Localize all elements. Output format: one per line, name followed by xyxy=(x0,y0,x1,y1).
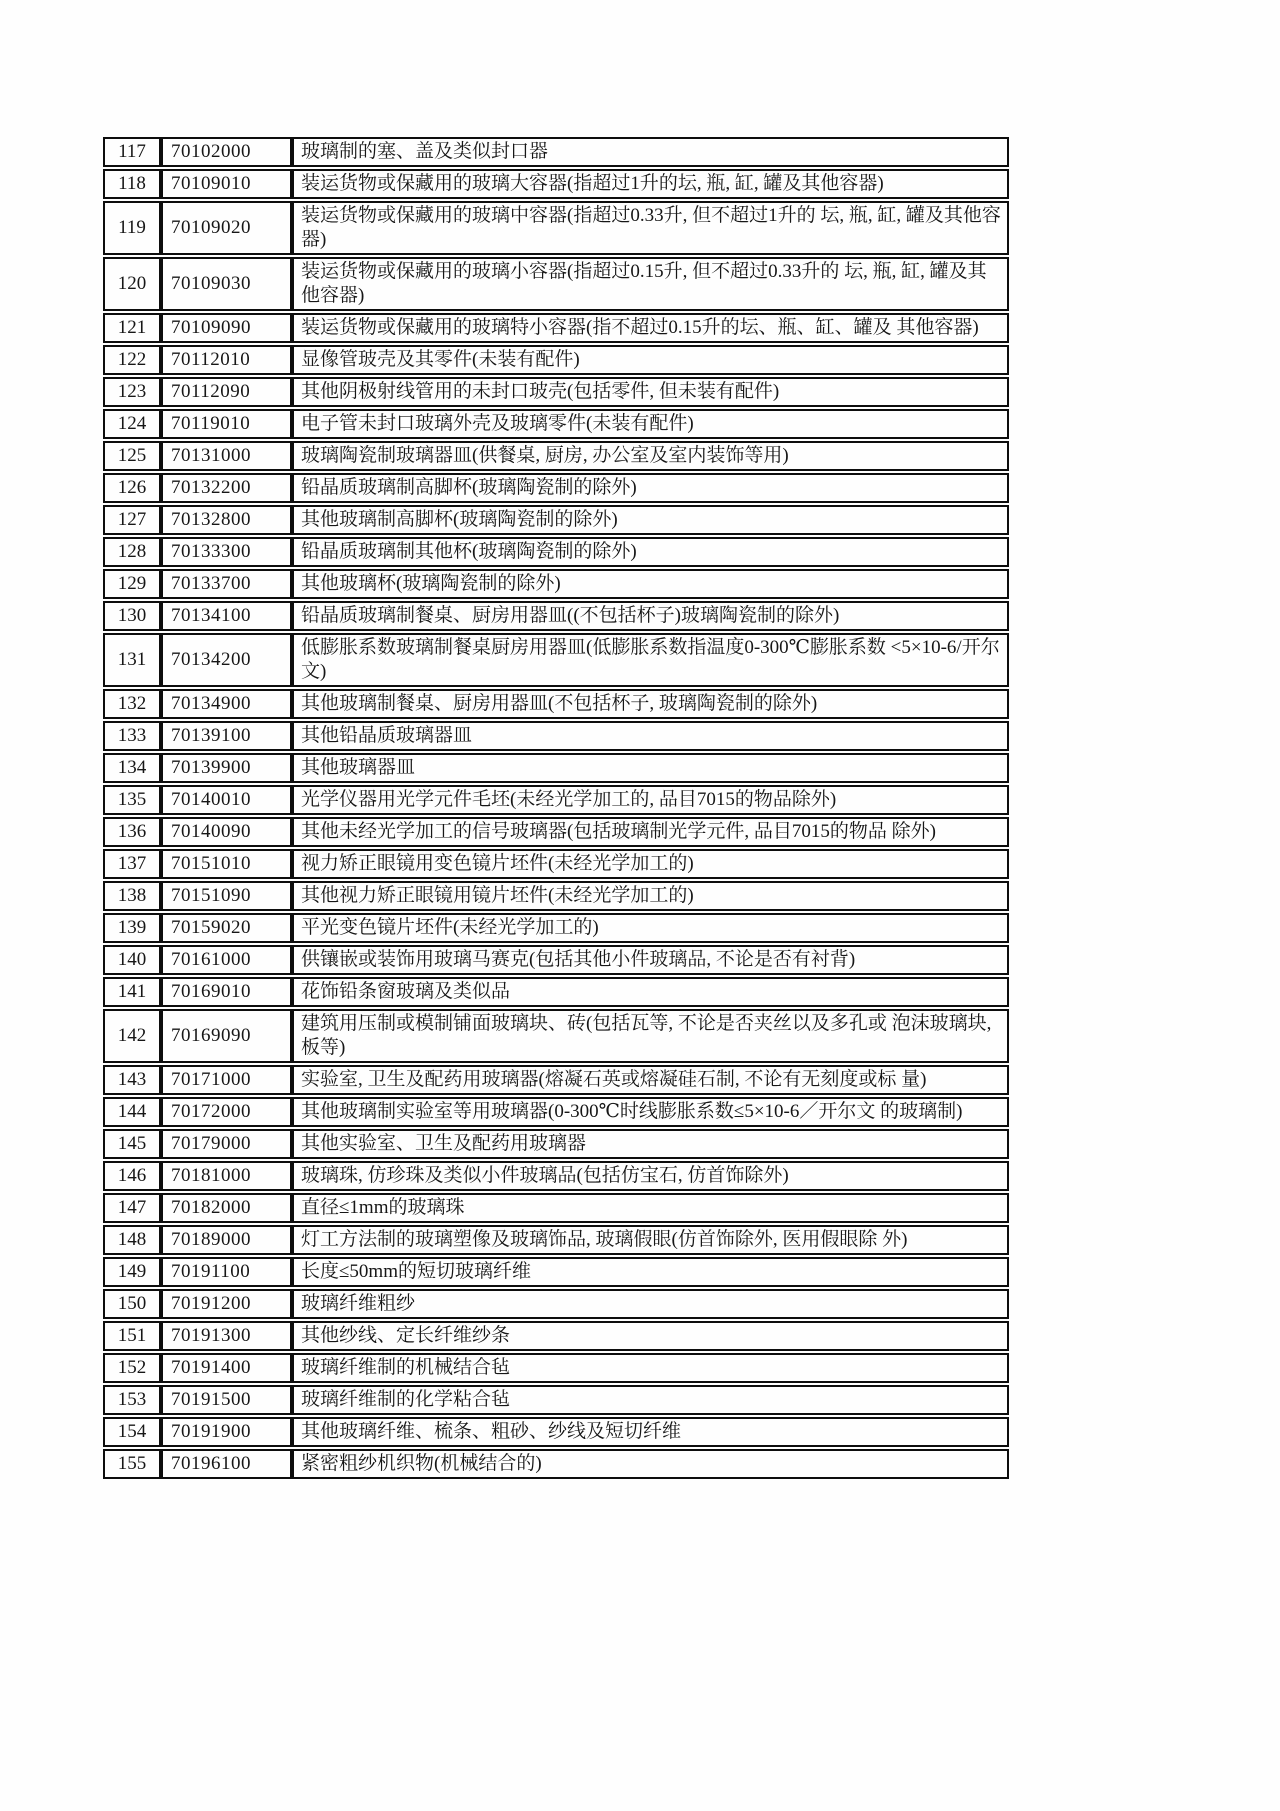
table-row xyxy=(103,1417,1009,1447)
table-row xyxy=(103,1009,1009,1063)
table-row xyxy=(103,169,1009,199)
hs-code-table xyxy=(103,135,1009,1481)
row-number-cell: 152 xyxy=(103,1353,161,1383)
hs-code-cell: 70119010 xyxy=(161,409,292,439)
description-cell: 其他实验室、卫生及配药用玻璃器 xyxy=(292,1129,1009,1159)
row-number-cell: 139 xyxy=(103,913,161,943)
hs-code-cell: 70189000 xyxy=(161,1225,292,1255)
row-number-cell: 117 xyxy=(103,137,161,167)
hs-code-cell: 70134200 xyxy=(161,633,292,687)
description-cell: 长度≤50mm的短切玻璃纤维 xyxy=(292,1257,1009,1287)
table-row xyxy=(103,721,1009,751)
table-row xyxy=(103,1161,1009,1191)
row-number-cell: 134 xyxy=(103,753,161,783)
hs-code-cell: 70169090 xyxy=(161,1009,292,1063)
table-row xyxy=(103,1193,1009,1223)
table-row xyxy=(103,257,1009,311)
row-number-cell: 126 xyxy=(103,473,161,503)
table-row xyxy=(103,785,1009,815)
hs-code-cell: 70172000 xyxy=(161,1097,292,1127)
row-number-cell: 147 xyxy=(103,1193,161,1223)
table-row xyxy=(103,537,1009,567)
description-cell: 其他玻璃制实验室等用玻璃器(0-300℃时线膨胀系数≤5×10-6／开尔文 的玻璃制) xyxy=(292,1097,1009,1127)
row-number-cell: 118 xyxy=(103,169,161,199)
hs-code-cell: 70132200 xyxy=(161,473,292,503)
hs-code-cell: 70191200 xyxy=(161,1289,292,1319)
description-cell: 光学仪器用光学元件毛坯(未经光学加工的, 品目7015的物品除外) xyxy=(292,785,1009,815)
row-number-cell: 146 xyxy=(103,1161,161,1191)
hs-code-cell: 70131000 xyxy=(161,441,292,471)
row-number-cell: 150 xyxy=(103,1289,161,1319)
description-cell: 其他玻璃制高脚杯(玻璃陶瓷制的除外) xyxy=(292,505,1009,535)
hs-code-cell: 70191500 xyxy=(161,1385,292,1415)
hs-code-table-body xyxy=(103,137,1009,1479)
row-number-cell: 137 xyxy=(103,849,161,879)
description-cell: 其他铅晶质玻璃器皿 xyxy=(292,721,1009,751)
hs-code-cell: 70171000 xyxy=(161,1065,292,1095)
row-number-cell: 123 xyxy=(103,377,161,407)
description-cell: 玻璃制的塞、盖及类似封口器 xyxy=(292,137,1009,167)
hs-code-cell: 70112010 xyxy=(161,345,292,375)
hs-code-cell: 70191300 xyxy=(161,1321,292,1351)
hs-code-cell: 70133300 xyxy=(161,537,292,567)
description-cell: 花饰铅条窗玻璃及类似品 xyxy=(292,977,1009,1007)
hs-code-cell: 70109090 xyxy=(161,313,292,343)
description-cell: 其他纱线、定长纤维纱条 xyxy=(292,1321,1009,1351)
description-cell: 其他未经光学加工的信号玻璃器(包括玻璃制光学元件, 品目7015的物品 除外) xyxy=(292,817,1009,847)
row-number-cell: 129 xyxy=(103,569,161,599)
hs-code-cell: 70196100 xyxy=(161,1449,292,1479)
row-number-cell: 149 xyxy=(103,1257,161,1287)
description-cell: 实验室, 卫生及配药用玻璃器(熔凝石英或熔凝硅石制, 不论有无刻度或标 量) xyxy=(292,1065,1009,1095)
table-row xyxy=(103,1289,1009,1319)
row-number-cell: 122 xyxy=(103,345,161,375)
table-row xyxy=(103,945,1009,975)
description-cell: 铅晶质玻璃制高脚杯(玻璃陶瓷制的除外) xyxy=(292,473,1009,503)
row-number-cell: 141 xyxy=(103,977,161,1007)
description-cell: 建筑用压制或模制铺面玻璃块、砖(包括瓦等, 不论是否夹丝以及多孔或 泡沫玻璃块, 板等) xyxy=(292,1009,1009,1063)
row-number-cell: 155 xyxy=(103,1449,161,1479)
row-number-cell: 130 xyxy=(103,601,161,631)
description-cell: 其他视力矫正眼镜用镜片坯件(未经光学加工的) xyxy=(292,881,1009,911)
row-number-cell: 133 xyxy=(103,721,161,751)
hs-code-cell: 70140010 xyxy=(161,785,292,815)
table-row xyxy=(103,1449,1009,1479)
hs-code-cell: 70139100 xyxy=(161,721,292,751)
hs-code-cell: 70191900 xyxy=(161,1417,292,1447)
table-row xyxy=(103,1097,1009,1127)
row-number-cell: 142 xyxy=(103,1009,161,1063)
row-number-cell: 140 xyxy=(103,945,161,975)
table-row xyxy=(103,1225,1009,1255)
row-number-cell: 145 xyxy=(103,1129,161,1159)
hs-code-cell: 70191100 xyxy=(161,1257,292,1287)
description-cell: 显像管玻壳及其零件(未装有配件) xyxy=(292,345,1009,375)
description-cell: 其他玻璃器皿 xyxy=(292,753,1009,783)
description-cell: 玻璃珠, 仿珍珠及类似小件玻璃品(包括仿宝石, 仿首饰除外) xyxy=(292,1161,1009,1191)
description-cell: 视力矫正眼镜用变色镜片坯件(未经光学加工的) xyxy=(292,849,1009,879)
description-cell: 铅晶质玻璃制餐桌、厨房用器皿((不包括杯子)玻璃陶瓷制的除外) xyxy=(292,601,1009,631)
description-cell: 装运货物或保藏用的玻璃小容器(指超过0.15升, 但不超过0.33升的 坛, 瓶, 缸, 罐及其他容器) xyxy=(292,257,1009,311)
row-number-cell: 121 xyxy=(103,313,161,343)
row-number-cell: 128 xyxy=(103,537,161,567)
table-row xyxy=(103,817,1009,847)
row-number-cell: 131 xyxy=(103,633,161,687)
description-cell: 平光变色镜片坯件(未经光学加工的) xyxy=(292,913,1009,943)
description-cell: 低膨胀系数玻璃制餐桌厨房用器皿(低膨胀系数指温度0-300℃膨胀系数 <5×10-6/开尔文) xyxy=(292,633,1009,687)
table-row xyxy=(103,473,1009,503)
hs-code-cell: 70134100 xyxy=(161,601,292,631)
hs-code-cell: 70151010 xyxy=(161,849,292,879)
description-cell: 其他玻璃杯(玻璃陶瓷制的除外) xyxy=(292,569,1009,599)
row-number-cell: 138 xyxy=(103,881,161,911)
table-row xyxy=(103,849,1009,879)
hs-code-cell: 70151090 xyxy=(161,881,292,911)
table-row xyxy=(103,1065,1009,1095)
table-row xyxy=(103,1129,1009,1159)
description-cell: 其他玻璃纤维、梳条、粗砂、纱线及短切纤维 xyxy=(292,1417,1009,1447)
table-row xyxy=(103,601,1009,631)
table-row xyxy=(103,753,1009,783)
table-row xyxy=(103,1321,1009,1351)
description-cell: 玻璃纤维制的机械结合毡 xyxy=(292,1353,1009,1383)
description-cell: 其他玻璃制餐桌、厨房用器皿(不包括杯子, 玻璃陶瓷制的除外) xyxy=(292,689,1009,719)
description-cell: 电子管未封口玻璃外壳及玻璃零件(未装有配件) xyxy=(292,409,1009,439)
table-row xyxy=(103,1353,1009,1383)
table-row xyxy=(103,977,1009,1007)
description-cell: 其他阴极射线管用的未封口玻壳(包括零件, 但未装有配件) xyxy=(292,377,1009,407)
table-row xyxy=(103,881,1009,911)
hs-code-cell: 70140090 xyxy=(161,817,292,847)
row-number-cell: 127 xyxy=(103,505,161,535)
description-cell: 紧密粗纱机织物(机械结合的) xyxy=(292,1449,1009,1479)
row-number-cell: 125 xyxy=(103,441,161,471)
description-cell: 玻璃陶瓷制玻璃器皿(供餐桌, 厨房, 办公室及室内装饰等用) xyxy=(292,441,1009,471)
table-row xyxy=(103,1257,1009,1287)
row-number-cell: 154 xyxy=(103,1417,161,1447)
hs-code-cell: 70132800 xyxy=(161,505,292,535)
hs-code-cell: 70159020 xyxy=(161,913,292,943)
row-number-cell: 124 xyxy=(103,409,161,439)
description-cell: 铅晶质玻璃制其他杯(玻璃陶瓷制的除外) xyxy=(292,537,1009,567)
hs-code-cell: 70179000 xyxy=(161,1129,292,1159)
hs-code-cell: 70169010 xyxy=(161,977,292,1007)
table-row xyxy=(103,409,1009,439)
row-number-cell: 143 xyxy=(103,1065,161,1095)
table-row xyxy=(103,137,1009,167)
table-row xyxy=(103,1385,1009,1415)
table-row xyxy=(103,313,1009,343)
hs-code-cell: 70191400 xyxy=(161,1353,292,1383)
hs-code-cell: 70133700 xyxy=(161,569,292,599)
hs-code-cell: 70181000 xyxy=(161,1161,292,1191)
description-cell: 装运货物或保藏用的玻璃特小容器(指不超过0.15升的坛、瓶、缸、罐及 其他容器) xyxy=(292,313,1009,343)
description-cell: 直径≤1mm的玻璃珠 xyxy=(292,1193,1009,1223)
hs-code-cell: 70161000 xyxy=(161,945,292,975)
table-row xyxy=(103,569,1009,599)
hs-code-cell: 70139900 xyxy=(161,753,292,783)
hs-code-cell: 70112090 xyxy=(161,377,292,407)
description-cell: 玻璃纤维制的化学粘合毡 xyxy=(292,1385,1009,1415)
table-row xyxy=(103,345,1009,375)
row-number-cell: 119 xyxy=(103,201,161,255)
table-row xyxy=(103,689,1009,719)
row-number-cell: 132 xyxy=(103,689,161,719)
table-row xyxy=(103,913,1009,943)
hs-code-cell: 70109010 xyxy=(161,169,292,199)
hs-code-cell: 70109020 xyxy=(161,201,292,255)
hs-code-cell: 70182000 xyxy=(161,1193,292,1223)
table-row xyxy=(103,377,1009,407)
description-cell: 灯工方法制的玻璃塑像及玻璃饰品, 玻璃假眼(仿首饰除外, 医用假眼除 外) xyxy=(292,1225,1009,1255)
description-cell: 装运货物或保藏用的玻璃大容器(指超过1升的坛, 瓶, 缸, 罐及其他容器) xyxy=(292,169,1009,199)
table-row xyxy=(103,505,1009,535)
description-cell: 供镶嵌或装饰用玻璃马赛克(包括其他小件玻璃品, 不论是否有衬背) xyxy=(292,945,1009,975)
table-row xyxy=(103,633,1009,687)
description-cell: 装运货物或保藏用的玻璃中容器(指超过0.33升, 但不超过1升的 坛, 瓶, 缸, 罐及其他容器) xyxy=(292,201,1009,255)
hs-code-cell: 70134900 xyxy=(161,689,292,719)
hs-code-cell: 70109030 xyxy=(161,257,292,311)
table-row xyxy=(103,441,1009,471)
row-number-cell: 148 xyxy=(103,1225,161,1255)
row-number-cell: 151 xyxy=(103,1321,161,1351)
table-row xyxy=(103,201,1009,255)
row-number-cell: 135 xyxy=(103,785,161,815)
description-cell: 玻璃纤维粗纱 xyxy=(292,1289,1009,1319)
row-number-cell: 153 xyxy=(103,1385,161,1415)
hs-code-cell: 70102000 xyxy=(161,137,292,167)
row-number-cell: 144 xyxy=(103,1097,161,1127)
row-number-cell: 120 xyxy=(103,257,161,311)
row-number-cell: 136 xyxy=(103,817,161,847)
